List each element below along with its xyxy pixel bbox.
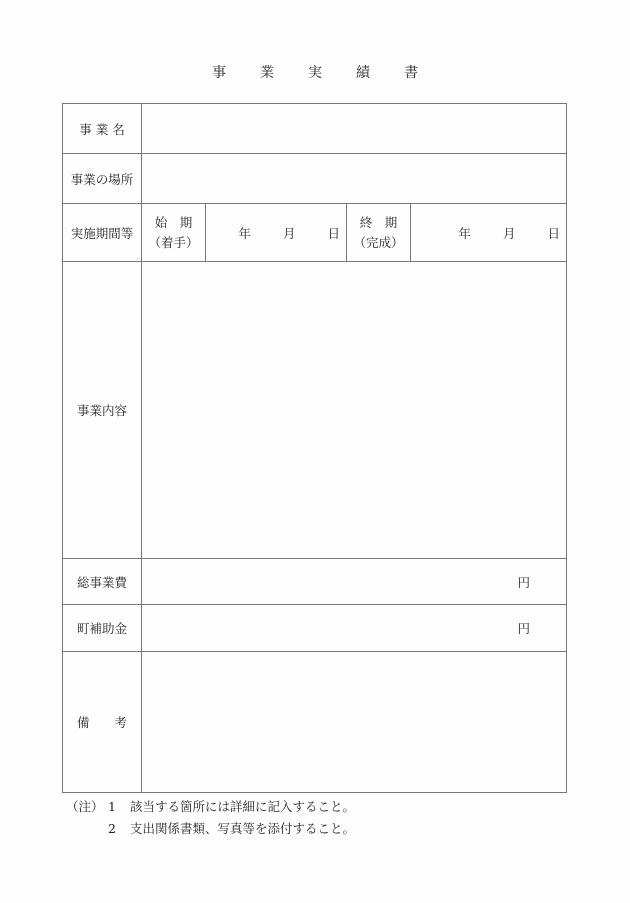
notes-prefix: （注） (66, 799, 104, 814)
note-number: 2 (108, 821, 116, 836)
note-item (66, 818, 355, 840)
total-cost-field[interactable] (142, 559, 566, 604)
title-char: 業 (260, 65, 274, 81)
end-period-label-line2: （完成） (353, 234, 404, 250)
row-remarks (63, 652, 566, 792)
business-content-label: 事業内容 (63, 262, 142, 558)
year-unit: 年 (458, 225, 471, 241)
row-total-cost (63, 559, 566, 605)
period-label: 実施期間等 (63, 204, 142, 261)
title-char: 事 (212, 65, 226, 81)
day-unit: 日 (327, 225, 340, 241)
row-business-name (63, 104, 566, 154)
start-period-label-line1: 始 期 (154, 214, 193, 230)
town-subsidy-field[interactable] (142, 605, 566, 651)
note-item (66, 796, 355, 818)
note-text: 支出関係書類、写真等を添付すること。 (130, 821, 356, 836)
row-town-subsidy (63, 605, 566, 652)
business-name-label: 事 業 名 (63, 104, 142, 153)
year-unit: 年 (238, 225, 251, 241)
day-unit: 日 (547, 225, 560, 241)
business-location-label: 事業の場所 (63, 154, 142, 203)
note-text: 該当する箇所には詳細に記入すること。 (130, 799, 356, 814)
remarks-label: 備 考 (63, 652, 142, 792)
start-period-label (142, 204, 206, 261)
row-period (63, 204, 566, 262)
start-period-label-line2: （着手） (148, 234, 199, 250)
business-name-field[interactable] (142, 104, 566, 153)
end-date-field[interactable] (411, 204, 566, 261)
page-title (0, 62, 630, 82)
month-unit: 月 (282, 225, 296, 241)
row-business-location (63, 154, 566, 204)
note-number: 1 (108, 799, 116, 814)
notes (66, 796, 355, 840)
business-content-field[interactable] (142, 262, 566, 558)
row-business-content (63, 262, 566, 559)
business-location-field[interactable] (142, 154, 566, 203)
yen-unit: 円 (517, 574, 530, 590)
title-char: 書 (404, 65, 418, 81)
total-cost-label: 総事業費 (63, 559, 142, 604)
end-period-label-line1: 終 期 (359, 214, 398, 230)
title-char: 績 (356, 65, 370, 81)
yen-unit: 円 (517, 621, 530, 636)
start-date-field[interactable] (206, 204, 347, 261)
month-unit: 月 (502, 225, 516, 241)
town-subsidy-label: 町補助金 (63, 605, 142, 651)
title-char: 実 (308, 65, 322, 81)
business-report-form (62, 103, 567, 793)
end-period-label (347, 204, 411, 261)
remarks-field[interactable] (142, 652, 566, 792)
